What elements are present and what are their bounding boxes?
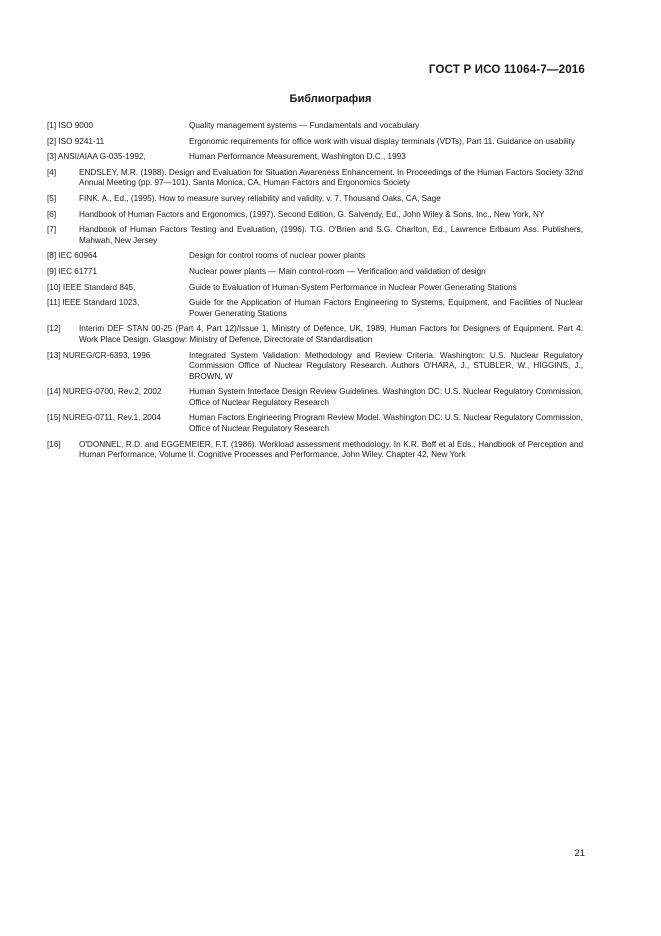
reference-item	[47, 210, 583, 221]
reference-label: [1] ISO 9000	[47, 121, 93, 130]
reference-item	[47, 137, 583, 148]
reference-item	[47, 351, 583, 383]
reference-item	[47, 251, 583, 262]
reference-item	[47, 413, 583, 434]
reference-label: [10] IEEE Standard 845,	[47, 282, 136, 292]
reference-label: [12]	[47, 324, 61, 334]
reference-label: [2] ISO 9241-11	[47, 136, 105, 146]
reference-item	[47, 121, 583, 132]
reference-label: [3] ANSI/AIAA G-035-1992,	[47, 152, 146, 162]
reference-text: Nuclear power plants — Main control-room — Verification and validation of design	[189, 266, 486, 276]
reference-label: [14] NUREG-0700, Rev.2, 2002	[47, 387, 162, 397]
bibliography-heading: Библиография	[289, 93, 372, 105]
reference-text: Human System Interface Design Review Guidelines. Washington DC: U.S. Nuclear Regulatory Commission, Office of Nuclear Regulatory Research	[189, 387, 583, 407]
reference-item	[47, 283, 583, 294]
reference-text: ENDSLEY, M.R. (1988). Design and Evaluation for Situation Awareness Enhancement. In Proceedings of the Human Factors Society 32nd Annual Meeting (pp. 97—101). Santa Monica, CA, Human Factors and Ergonomics Society	[79, 167, 583, 188]
reference-label: [4]	[47, 167, 57, 177]
reference-text: Human Performance Measurement, Washington D.C., 1993	[189, 152, 406, 162]
reference-text: Integrated System Validation: Methodology and Review Criteria. Washington: U.S. Nuclear Regulatory Commission Office of Nuclear Regulatory Research. Authors O'HARA, J., STUBLER, W., HIGGINS, J., BROWN, W	[189, 350, 583, 381]
reference-text: Guide to Evaluation of Human-System Performance in Nuclear Power Generating Stations	[189, 282, 517, 292]
page-number: 21	[574, 848, 585, 859]
reference-item	[47, 168, 583, 189]
reference-item	[47, 152, 583, 163]
reference-label: [11] IEEE Standard 1023,	[47, 298, 140, 308]
reference-item	[47, 267, 583, 278]
reference-item	[47, 440, 583, 461]
reference-text: Ergonomic requirements for office work with visual display terminals (VDTs), Part 11. Guidance on usability	[189, 136, 576, 146]
reference-label: [15] NUREG-0711, Rev.1, 2004	[47, 413, 161, 423]
reference-item	[47, 194, 583, 205]
reference-text: Guide for the Application of Human Factors Engineering to Systems, Equipment, and Facilities of Nuclear Power Generating Stations	[189, 298, 583, 318]
reference-text: Human Factors Engineering Program Review Model. Washington DC: U.S. Nuclear Regulatory Commission, Office of Nuclear Regulatory Research	[189, 413, 583, 434]
reference-text: FINK. A., Ed., (1995). How to measure survey reliability and validity, v. 7. Thousand Oaks, CA, Sage	[79, 193, 441, 203]
document-code-header: ГОСТ Р ИСО 11064-7—2016	[428, 64, 585, 76]
reference-label: [16]	[47, 439, 61, 449]
reference-label: [7]	[47, 225, 57, 235]
reference-label: [6]	[47, 209, 57, 219]
reference-item	[47, 298, 583, 319]
reference-item	[47, 324, 583, 345]
reference-text: Handbook of Human Factors and Ergonomics, (1997). Second Edition, G. Salvendy, Ed., John Wiley & Sons, Inc., New York, NY	[79, 209, 545, 219]
reference-text: Design for control rooms of nuclear power plants	[189, 251, 366, 261]
reference-text: Quality management systems — Fundamentals and vocabulary	[189, 121, 420, 130]
reference-label: [13] NUREG/CR-6393, 1996	[47, 350, 151, 360]
reference-item	[47, 225, 583, 246]
reference-list	[47, 121, 583, 466]
reference-label: [5]	[47, 193, 57, 203]
reference-text: Interim DEF STAN 00-25 (Part 4, Part 12)/Issue 1, Ministry of Defence, UK, 1989, Human Factors for Designers of Equipment. Part 4: Work Place Design. Glasgow: Ministry of Defence, Directorate of Standardisation	[79, 324, 583, 344]
reference-text: O'DONNEL, R.D. and EGGEMEIER, F.T. (1986). Workload assessment methodology. In K.R. Boff et al Eds., Handbook of Perception and Human Performance, Volume II. Cognitive Processes and Performance. John Wiley. Chapter 42, New York	[79, 439, 583, 460]
reference-item	[47, 387, 583, 408]
reference-label: [9] IEC 61771	[47, 266, 98, 276]
reference-text: Handbook of Human Factors Testing and Evaluation, (1996). T.G. O'Brien and S.G. Charlton, Ed., Lawrence Erlbaum Ass. Publishers, Mahwah, New Jersey	[79, 225, 583, 245]
reference-label: [8] IEC 60964	[47, 251, 98, 261]
